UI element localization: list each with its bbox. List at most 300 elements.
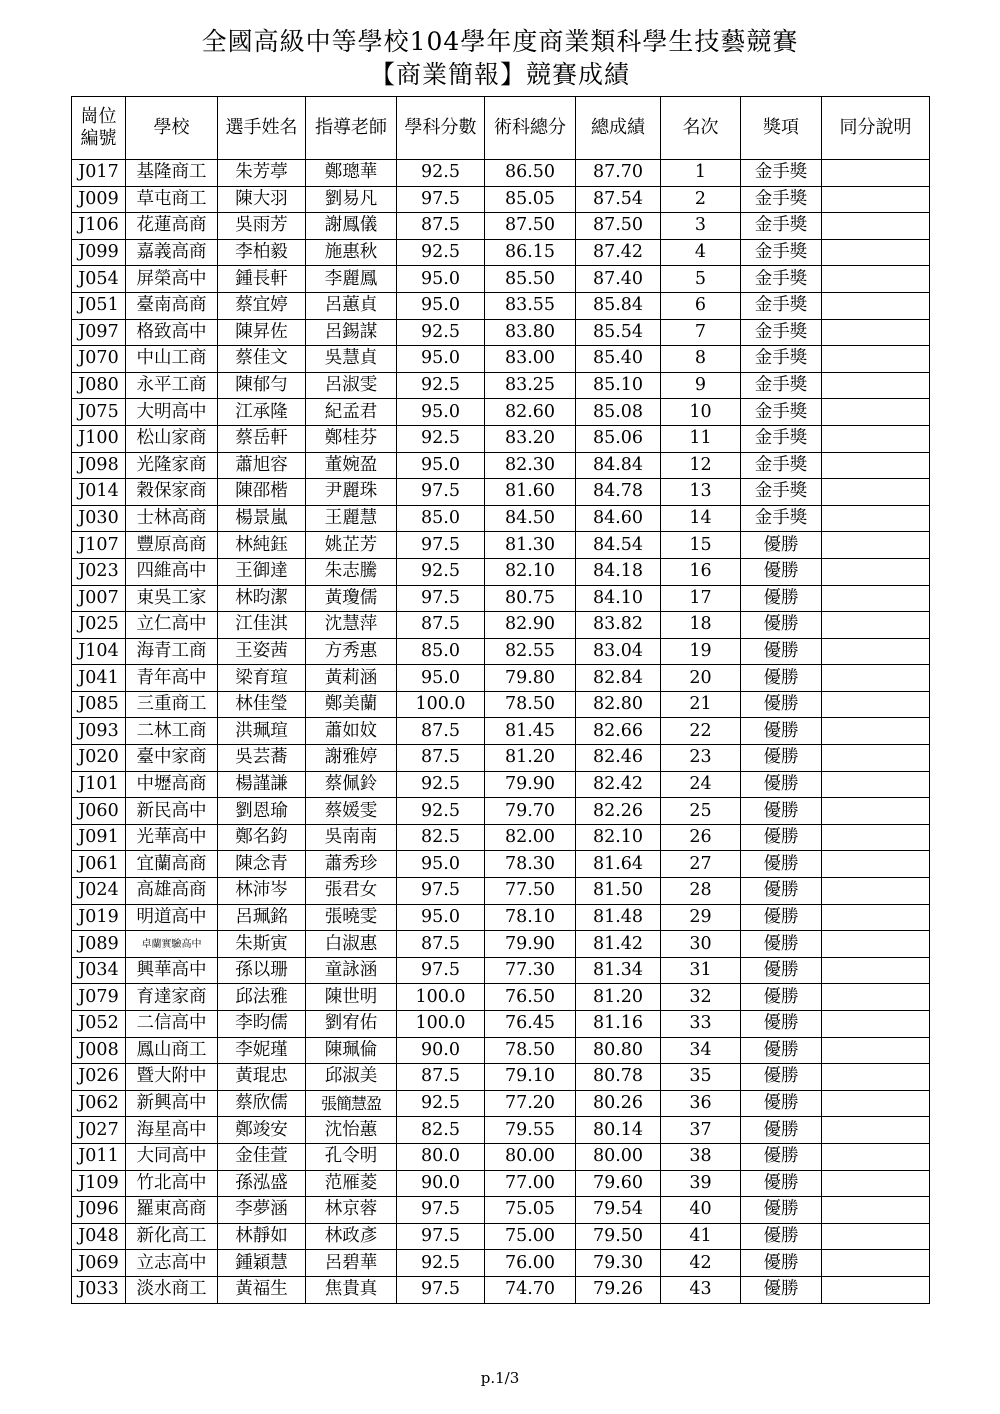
contestant-name-cell: 蕭旭容 [218, 452, 306, 479]
school-cell: 基隆商工 [126, 160, 218, 187]
rank-cell: 42 [661, 1250, 741, 1277]
tie-note-cell [822, 292, 930, 319]
award-cell: 優勝 [741, 532, 822, 559]
col-total-score-header: 總成績 [576, 97, 661, 160]
station-id-cell: J025 [72, 612, 126, 639]
instructor-cell: 陳世明 [306, 984, 397, 1011]
table-row [72, 346, 930, 373]
rank-cell: 1 [661, 160, 741, 187]
tie-note-cell [822, 585, 930, 612]
station-id-cell: J008 [72, 1037, 126, 1064]
award-cell: 優勝 [741, 957, 822, 984]
tie-note-cell [822, 399, 930, 426]
tie-note-cell [822, 213, 930, 240]
table-row [72, 372, 930, 399]
contestant-name-cell: 李昀儒 [218, 1011, 306, 1038]
station-id-cell: J007 [72, 585, 126, 612]
total-score-cell: 79.26 [576, 1276, 661, 1303]
written-score-cell: 92.5 [397, 319, 485, 346]
rank-cell: 28 [661, 878, 741, 905]
practical-score-cell: 85.05 [485, 186, 576, 213]
school-cell: 四維高中 [126, 558, 218, 585]
practical-score-cell: 82.00 [485, 824, 576, 851]
station-id-cell: J099 [72, 239, 126, 266]
rank-cell: 14 [661, 505, 741, 532]
total-score-cell: 82.26 [576, 798, 661, 825]
total-score-cell: 85.08 [576, 399, 661, 426]
instructor-cell: 黃瓊儒 [306, 585, 397, 612]
school-cell: 新興高中 [126, 1090, 218, 1117]
award-cell: 優勝 [741, 798, 822, 825]
instructor-cell: 鄭璁華 [306, 160, 397, 187]
table-row [72, 1170, 930, 1197]
school-cell: 士林高商 [126, 505, 218, 532]
rank-cell: 20 [661, 665, 741, 692]
contestant-name-cell: 李夢涵 [218, 1197, 306, 1224]
rank-cell: 18 [661, 612, 741, 639]
school-cell: 立志高中 [126, 1250, 218, 1277]
contestant-name-cell: 吳芸蕎 [218, 745, 306, 772]
practical-score-cell: 76.00 [485, 1250, 576, 1277]
school-cell: 中壢高商 [126, 771, 218, 798]
instructor-cell: 尹麗珠 [306, 479, 397, 506]
table-row [72, 984, 930, 1011]
rank-cell: 4 [661, 239, 741, 266]
practical-score-cell: 80.00 [485, 1143, 576, 1170]
rank-cell: 22 [661, 718, 741, 745]
table-row [72, 745, 930, 772]
rank-cell: 7 [661, 319, 741, 346]
tie-note-cell [822, 798, 930, 825]
instructor-cell: 李麗鳳 [306, 266, 397, 293]
station-id-cell: J104 [72, 638, 126, 665]
tie-note-cell [822, 372, 930, 399]
total-score-cell: 81.34 [576, 957, 661, 984]
school-cell: 卓蘭實驗高中 [126, 931, 218, 958]
practical-score-cell: 77.30 [485, 957, 576, 984]
award-cell: 優勝 [741, 665, 822, 692]
station-id-cell: J069 [72, 1250, 126, 1277]
rank-cell: 32 [661, 984, 741, 1011]
contestant-name-cell: 陳郁勻 [218, 372, 306, 399]
station-id-cell: J014 [72, 479, 126, 506]
written-score-cell: 92.5 [397, 372, 485, 399]
rank-cell: 17 [661, 585, 741, 612]
school-cell: 東吳工家 [126, 585, 218, 612]
rank-cell: 29 [661, 904, 741, 931]
school-cell: 松山家商 [126, 425, 218, 452]
table-row [72, 638, 930, 665]
table-row [72, 957, 930, 984]
award-cell: 優勝 [741, 984, 822, 1011]
contestant-name-cell: 黃琨忠 [218, 1064, 306, 1091]
instructor-cell: 董婉盈 [306, 452, 397, 479]
rank-cell: 39 [661, 1170, 741, 1197]
rank-cell: 15 [661, 532, 741, 559]
practical-score-cell: 83.00 [485, 346, 576, 373]
table-row [72, 292, 930, 319]
total-score-cell: 83.82 [576, 612, 661, 639]
col-practical-score-header: 術科總分 [485, 97, 576, 160]
practical-score-cell: 81.45 [485, 718, 576, 745]
written-score-cell: 97.5 [397, 532, 485, 559]
total-score-cell: 87.54 [576, 186, 661, 213]
table-row [72, 452, 930, 479]
rank-cell: 3 [661, 213, 741, 240]
practical-score-cell: 79.90 [485, 771, 576, 798]
total-score-cell: 84.54 [576, 532, 661, 559]
tie-note-cell [822, 718, 930, 745]
instructor-cell: 邱淑美 [306, 1064, 397, 1091]
document-subtitle: 【商業簡報】競賽成績 [369, 60, 630, 89]
table-row [72, 319, 930, 346]
tie-note-cell [822, 904, 930, 931]
station-id-cell: J023 [72, 558, 126, 585]
school-cell: 豐原高商 [126, 532, 218, 559]
rank-cell: 11 [661, 425, 741, 452]
contestant-name-cell: 蔡宜婷 [218, 292, 306, 319]
table-row [72, 798, 930, 825]
station-id-cell: J052 [72, 1011, 126, 1038]
station-id-cell: J011 [72, 1143, 126, 1170]
written-score-cell: 87.5 [397, 745, 485, 772]
station-id-cell: J080 [72, 372, 126, 399]
written-score-cell: 82.5 [397, 1117, 485, 1144]
instructor-cell: 呂蕙貞 [306, 292, 397, 319]
rank-cell: 13 [661, 479, 741, 506]
award-cell: 金手獎 [741, 319, 822, 346]
practical-score-cell: 86.50 [485, 160, 576, 187]
table-row [72, 718, 930, 745]
award-cell: 金手獎 [741, 479, 822, 506]
practical-score-cell: 78.30 [485, 851, 576, 878]
school-cell: 屏榮高中 [126, 266, 218, 293]
total-score-cell: 84.60 [576, 505, 661, 532]
school-cell: 明道高中 [126, 904, 218, 931]
award-cell: 優勝 [741, 1276, 822, 1303]
written-score-cell: 97.5 [397, 957, 485, 984]
total-score-cell: 81.48 [576, 904, 661, 931]
written-score-cell: 97.5 [397, 1223, 485, 1250]
contestant-name-cell: 朱斯寅 [218, 931, 306, 958]
award-cell: 優勝 [741, 1170, 822, 1197]
table-body [72, 160, 930, 1304]
instructor-cell: 方秀惠 [306, 638, 397, 665]
written-score-cell: 90.0 [397, 1170, 485, 1197]
award-cell: 優勝 [741, 904, 822, 931]
table-row [72, 904, 930, 931]
practical-score-cell: 81.60 [485, 479, 576, 506]
contestant-name-cell: 王姿茜 [218, 638, 306, 665]
school-cell: 鳳山商工 [126, 1037, 218, 1064]
instructor-cell: 劉宥佑 [306, 1011, 397, 1038]
instructor-cell: 施惠秋 [306, 239, 397, 266]
instructor-cell: 呂碧華 [306, 1250, 397, 1277]
instructor-cell: 林京蓉 [306, 1197, 397, 1224]
col-written-score-header: 學科分數 [397, 97, 485, 160]
written-score-cell: 87.5 [397, 931, 485, 958]
school-cell: 光華高中 [126, 824, 218, 851]
written-score-cell: 92.5 [397, 425, 485, 452]
award-cell: 優勝 [741, 691, 822, 718]
practical-score-cell: 85.50 [485, 266, 576, 293]
rank-cell: 27 [661, 851, 741, 878]
school-cell: 臺南高商 [126, 292, 218, 319]
tie-note-cell [822, 239, 930, 266]
practical-score-cell: 78.50 [485, 1037, 576, 1064]
school-cell: 三重商工 [126, 691, 218, 718]
written-score-cell: 92.5 [397, 771, 485, 798]
rank-cell: 16 [661, 558, 741, 585]
written-score-cell: 87.5 [397, 612, 485, 639]
award-cell: 金手獎 [741, 186, 822, 213]
instructor-cell: 謝鳳儀 [306, 213, 397, 240]
tie-note-cell [822, 425, 930, 452]
school-cell: 立仁高中 [126, 612, 218, 639]
practical-score-cell: 86.15 [485, 239, 576, 266]
written-score-cell: 87.5 [397, 213, 485, 240]
station-id-cell: J061 [72, 851, 126, 878]
instructor-cell: 焦貴真 [306, 1276, 397, 1303]
written-score-cell: 95.0 [397, 665, 485, 692]
contestant-name-cell: 蔡欣儒 [218, 1090, 306, 1117]
station-id-cell: J034 [72, 957, 126, 984]
total-score-cell: 85.84 [576, 292, 661, 319]
station-id-cell: J100 [72, 425, 126, 452]
written-score-cell: 97.5 [397, 878, 485, 905]
school-cell: 高雄高商 [126, 878, 218, 905]
contestant-name-cell: 楊謹謙 [218, 771, 306, 798]
rank-cell: 37 [661, 1117, 741, 1144]
table-row [72, 532, 930, 559]
rank-cell: 33 [661, 1011, 741, 1038]
written-score-cell: 87.5 [397, 718, 485, 745]
tie-note-cell [822, 1064, 930, 1091]
practical-score-cell: 81.30 [485, 532, 576, 559]
award-cell: 優勝 [741, 1250, 822, 1277]
tie-note-cell [822, 1117, 930, 1144]
table-row [72, 1197, 930, 1224]
contestant-name-cell: 蔡岳軒 [218, 425, 306, 452]
station-id-cell: J085 [72, 691, 126, 718]
award-cell: 優勝 [741, 1117, 822, 1144]
rank-cell: 19 [661, 638, 741, 665]
table-row [72, 1037, 930, 1064]
tie-note-cell [822, 612, 930, 639]
practical-score-cell: 79.70 [485, 798, 576, 825]
table-row [72, 399, 930, 426]
school-cell: 海星高中 [126, 1117, 218, 1144]
instructor-cell: 吳南南 [306, 824, 397, 851]
total-score-cell: 79.54 [576, 1197, 661, 1224]
written-score-cell: 92.5 [397, 160, 485, 187]
total-score-cell: 79.60 [576, 1170, 661, 1197]
rank-cell: 2 [661, 186, 741, 213]
tie-note-cell [822, 479, 930, 506]
station-id-cell: J060 [72, 798, 126, 825]
station-id-cell: J089 [72, 931, 126, 958]
school-cell: 臺中家商 [126, 745, 218, 772]
practical-score-cell: 83.25 [485, 372, 576, 399]
contestant-name-cell: 江佳淇 [218, 612, 306, 639]
table-row [72, 266, 930, 293]
tie-note-cell [822, 186, 930, 213]
written-score-cell: 82.5 [397, 824, 485, 851]
written-score-cell: 95.0 [397, 292, 485, 319]
total-score-cell: 82.46 [576, 745, 661, 772]
tie-note-cell [822, 1143, 930, 1170]
instructor-cell: 白淑惠 [306, 931, 397, 958]
rank-cell: 38 [661, 1143, 741, 1170]
practical-score-cell: 79.90 [485, 931, 576, 958]
instructor-cell: 蕭秀珍 [306, 851, 397, 878]
rank-cell: 9 [661, 372, 741, 399]
table-header-row [72, 97, 930, 160]
total-score-cell: 82.66 [576, 718, 661, 745]
table-row [72, 771, 930, 798]
total-score-cell: 85.54 [576, 319, 661, 346]
practical-score-cell: 84.50 [485, 505, 576, 532]
station-id-cell: J020 [72, 745, 126, 772]
school-cell: 宜蘭高商 [126, 851, 218, 878]
total-score-cell: 87.70 [576, 160, 661, 187]
award-cell: 優勝 [741, 585, 822, 612]
written-score-cell: 90.0 [397, 1037, 485, 1064]
award-cell: 優勝 [741, 558, 822, 585]
total-score-cell: 80.14 [576, 1117, 661, 1144]
total-score-cell: 83.04 [576, 638, 661, 665]
school-cell: 光隆家商 [126, 452, 218, 479]
table-row [72, 824, 930, 851]
award-cell: 優勝 [741, 1197, 822, 1224]
station-id-cell: J070 [72, 346, 126, 373]
table-row [72, 1117, 930, 1144]
award-cell: 優勝 [741, 931, 822, 958]
written-score-cell: 87.5 [397, 1064, 485, 1091]
written-score-cell: 95.0 [397, 346, 485, 373]
tie-note-cell [822, 266, 930, 293]
contestant-name-cell: 孫泓盛 [218, 1170, 306, 1197]
written-score-cell: 92.5 [397, 1250, 485, 1277]
award-cell: 優勝 [741, 1223, 822, 1250]
station-id-cell: J075 [72, 399, 126, 426]
total-score-cell: 80.80 [576, 1037, 661, 1064]
total-score-cell: 85.10 [576, 372, 661, 399]
table-row [72, 1143, 930, 1170]
award-cell: 金手獎 [741, 372, 822, 399]
contestant-name-cell: 林沛岑 [218, 878, 306, 905]
total-score-cell: 82.80 [576, 691, 661, 718]
total-score-cell: 84.10 [576, 585, 661, 612]
station-id-cell: J091 [72, 824, 126, 851]
rank-cell: 6 [661, 292, 741, 319]
tie-note-cell [822, 638, 930, 665]
col-station-id-header: 崗位 編號 [72, 97, 126, 160]
tie-note-cell [822, 1276, 930, 1303]
written-score-cell: 92.5 [397, 239, 485, 266]
school-cell: 青年高中 [126, 665, 218, 692]
station-id-cell: J024 [72, 878, 126, 905]
school-cell: 嘉義高商 [126, 239, 218, 266]
total-score-cell: 87.50 [576, 213, 661, 240]
contestant-name-cell: 蔡佳文 [218, 346, 306, 373]
practical-score-cell: 76.50 [485, 984, 576, 1011]
contestant-name-cell: 陳大羽 [218, 186, 306, 213]
total-score-cell: 84.18 [576, 558, 661, 585]
table-row [72, 1090, 930, 1117]
contestant-name-cell: 吳雨芳 [218, 213, 306, 240]
award-cell: 金手獎 [741, 452, 822, 479]
practical-score-cell: 79.80 [485, 665, 576, 692]
contestant-name-cell: 劉恩瑜 [218, 798, 306, 825]
tie-note-cell [822, 691, 930, 718]
award-cell: 金手獎 [741, 425, 822, 452]
school-cell: 中山工商 [126, 346, 218, 373]
total-score-cell: 81.16 [576, 1011, 661, 1038]
rank-cell: 8 [661, 346, 741, 373]
instructor-cell: 沈慧萍 [306, 612, 397, 639]
station-id-cell: J101 [72, 771, 126, 798]
written-score-cell: 80.0 [397, 1143, 485, 1170]
station-id-cell: J017 [72, 160, 126, 187]
document-title: 全國高級中等學校104學年度商業類科學生技藝競賽 [201, 27, 799, 56]
total-score-cell: 79.30 [576, 1250, 661, 1277]
written-score-cell: 100.0 [397, 984, 485, 1011]
station-id-cell: J079 [72, 984, 126, 1011]
instructor-cell: 鄭美蘭 [306, 691, 397, 718]
written-score-cell: 85.0 [397, 638, 485, 665]
award-cell: 金手獎 [741, 266, 822, 293]
station-id-cell: J106 [72, 213, 126, 240]
tie-note-cell [822, 931, 930, 958]
table-row [72, 479, 930, 506]
instructor-cell: 王麗慧 [306, 505, 397, 532]
station-id-cell: J048 [72, 1223, 126, 1250]
table-row [72, 1250, 930, 1277]
school-cell: 暨大附中 [126, 1064, 218, 1091]
tie-note-cell [822, 1011, 930, 1038]
written-score-cell: 97.5 [397, 479, 485, 506]
station-id-cell: J098 [72, 452, 126, 479]
award-cell: 金手獎 [741, 505, 822, 532]
col-rank-header: 名次 [661, 97, 741, 160]
table-row [72, 213, 930, 240]
table-row [72, 665, 930, 692]
total-score-cell: 84.84 [576, 452, 661, 479]
station-id-cell: J097 [72, 319, 126, 346]
school-cell: 穀保家商 [126, 479, 218, 506]
school-cell: 花蓮高商 [126, 213, 218, 240]
practical-score-cell: 77.20 [485, 1090, 576, 1117]
practical-score-cell: 76.45 [485, 1011, 576, 1038]
tie-note-cell [822, 1037, 930, 1064]
contestant-name-cell: 黃福生 [218, 1276, 306, 1303]
contestant-name-cell: 陳邵楷 [218, 479, 306, 506]
practical-score-cell: 82.90 [485, 612, 576, 639]
table-row [72, 186, 930, 213]
contestant-name-cell: 鍾長軒 [218, 266, 306, 293]
col-contestant-header: 選手姓名 [218, 97, 306, 160]
practical-score-cell: 83.20 [485, 425, 576, 452]
practical-score-cell: 82.10 [485, 558, 576, 585]
contestant-name-cell: 金佳萱 [218, 1143, 306, 1170]
school-cell: 二林工商 [126, 718, 218, 745]
contestant-name-cell: 朱芳葶 [218, 160, 306, 187]
tie-note-cell [822, 1170, 930, 1197]
contestant-name-cell: 陳念青 [218, 851, 306, 878]
station-id-cell: J062 [72, 1090, 126, 1117]
col-instructor-header: 指導老師 [306, 97, 397, 160]
